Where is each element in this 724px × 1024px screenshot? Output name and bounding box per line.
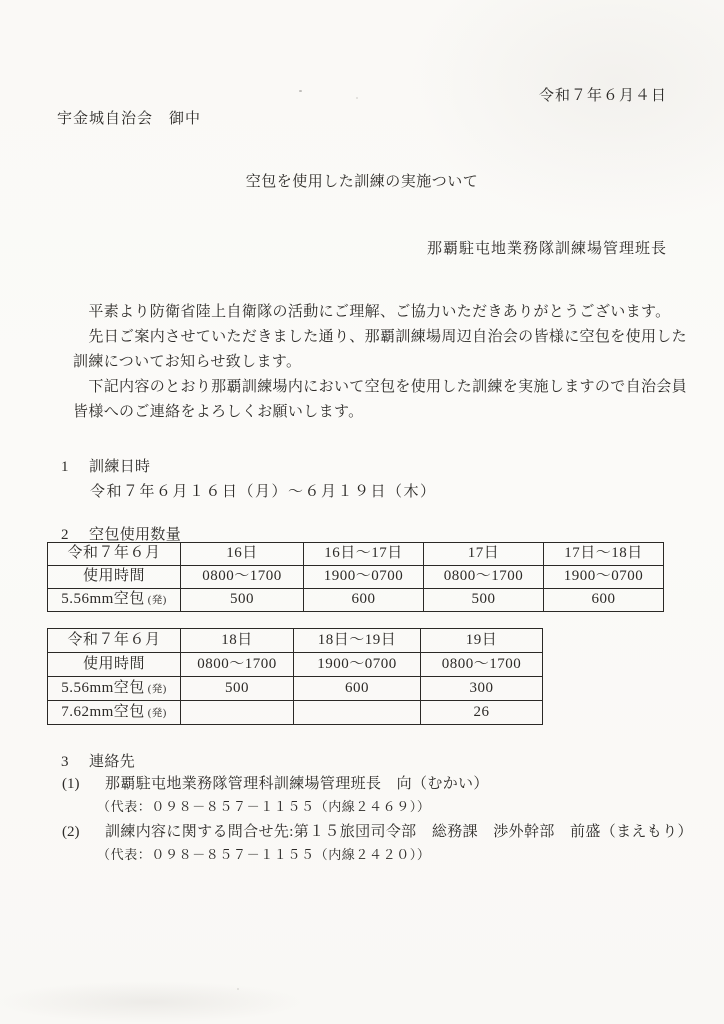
section-1-heading bbox=[61, 455, 150, 476]
time-cell: 1900～0700 bbox=[544, 566, 664, 589]
day-header-cell: 17日～18日 bbox=[544, 543, 664, 566]
scan-artifact bbox=[356, 97, 358, 99]
contact-number: (2) bbox=[62, 824, 80, 840]
day-header-cell: 17日 bbox=[424, 543, 544, 566]
day-header-cell: 16日 bbox=[181, 543, 304, 566]
ammo-usage-table-jun16-18 bbox=[47, 542, 664, 612]
unit-note: (発) bbox=[147, 707, 167, 719]
scan-artifact bbox=[237, 988, 239, 990]
ammo-count-cell: 600 bbox=[304, 589, 424, 612]
month-header-cell: 令和７年６月 bbox=[48, 629, 181, 653]
month-header-cell: 令和７年６月 bbox=[48, 543, 181, 566]
day-header-cell: 18日 bbox=[181, 629, 294, 653]
ammo-type: 7.62mm空包 bbox=[61, 703, 145, 720]
time-cell: 1900～0700 bbox=[304, 566, 424, 589]
scan-artifact bbox=[299, 90, 302, 92]
unit-note: (発) bbox=[147, 595, 167, 607]
time-cell: 0800～1700 bbox=[424, 566, 544, 589]
ammo-label-cell bbox=[48, 589, 181, 612]
addressee: 宇金城自治会 御中 bbox=[57, 111, 202, 127]
time-row bbox=[48, 653, 543, 677]
ammo-count-cell bbox=[181, 701, 294, 725]
ammo-count-cell: 500 bbox=[181, 677, 294, 701]
body-line: 先日ご案内させていただきました通り、那覇訓練場周辺自治会の皆様に空包を使用した bbox=[73, 329, 688, 345]
ammo-usage-table-jun18-19 bbox=[47, 628, 543, 725]
day-header-cell: 18日～19日 bbox=[294, 629, 421, 653]
ammo-count-cell: 600 bbox=[544, 589, 664, 612]
section-2-heading bbox=[61, 523, 181, 544]
training-date-range: 令和７年６月１６日（月）～６月１９日（木） bbox=[90, 484, 437, 500]
ammo-label-cell bbox=[48, 677, 181, 701]
table-header-row bbox=[48, 543, 664, 566]
section-label: 訓練日時 bbox=[89, 459, 151, 475]
section-3-heading bbox=[61, 750, 135, 771]
day-header-cell: 19日 bbox=[421, 629, 543, 653]
ammo-label-cell bbox=[48, 701, 181, 725]
ammo-556-row bbox=[48, 589, 664, 612]
ammo-type: 5.56mm空包 bbox=[61, 679, 145, 696]
ammo-count-cell bbox=[294, 701, 421, 725]
ammo-count-cell: 600 bbox=[294, 677, 421, 701]
ammo-count-cell: 300 bbox=[421, 677, 543, 701]
document-title: 空包を使用した訓練の実施ついて bbox=[245, 174, 479, 190]
ammo-count-cell: 500 bbox=[424, 589, 544, 612]
section-number: 2 bbox=[61, 527, 69, 543]
time-label-cell: 使用時間 bbox=[48, 653, 181, 677]
contact-1-phone: （代表：０９８－８５７－１１５５（内線２４６９）） bbox=[97, 799, 431, 814]
section-number: 3 bbox=[61, 754, 69, 770]
body-paragraphs bbox=[73, 300, 693, 425]
body-line: 皆様へのご連絡をよろしくお願いします。 bbox=[73, 404, 364, 420]
contact-text: 那覇駐屯地業務隊管理科訓練場管理班長 向（むかい） bbox=[105, 776, 489, 792]
table-header-row bbox=[48, 629, 543, 653]
time-cell: 0800～1700 bbox=[421, 653, 543, 677]
body-line: 下記内容のとおり那覇訓練場内において空包を使用した訓練を実施しますので自治会員 bbox=[73, 379, 688, 395]
section-number: 1 bbox=[61, 459, 69, 475]
time-cell: 1900～0700 bbox=[294, 653, 421, 677]
sender-title: 那覇駐屯地業務隊訓練場管理班長 bbox=[426, 241, 667, 257]
document-date: 令和７年６月４日 bbox=[538, 88, 667, 104]
time-cell: 0800～1700 bbox=[181, 566, 304, 589]
contact-1 bbox=[62, 772, 489, 793]
time-cell: 0800～1700 bbox=[181, 653, 294, 677]
unit-note: (発) bbox=[147, 683, 167, 695]
day-header-cell: 16日～17日 bbox=[304, 543, 424, 566]
body-line: 平素より防衛省陸上自衛隊の活動にご理解、ご協力いただきありがとうございます。 bbox=[73, 304, 671, 320]
time-label-cell: 使用時間 bbox=[48, 566, 181, 589]
section-label: 連絡先 bbox=[89, 754, 136, 770]
section-label: 空包使用数量 bbox=[89, 527, 182, 543]
contact-text: 訓練内容に関する問合せ先:第１５旅団司令部 総務課 渉外幹部 前盛（まえもり） bbox=[105, 824, 693, 840]
time-row bbox=[48, 566, 664, 589]
contact-number: (1) bbox=[62, 776, 80, 792]
contact-2-phone: （代表：０９８－８５７－１１５５（内線２４２０）） bbox=[97, 847, 431, 862]
contact-2 bbox=[62, 820, 693, 841]
body-line: 訓練についてお知らせ致します。 bbox=[73, 354, 302, 370]
ammo-count-cell: 26 bbox=[421, 701, 543, 725]
ammo-type: 5.56mm空包 bbox=[61, 591, 145, 608]
ammo-556-row bbox=[48, 677, 543, 701]
ammo-count-cell: 500 bbox=[181, 589, 304, 612]
ammo-762-row bbox=[48, 701, 543, 725]
